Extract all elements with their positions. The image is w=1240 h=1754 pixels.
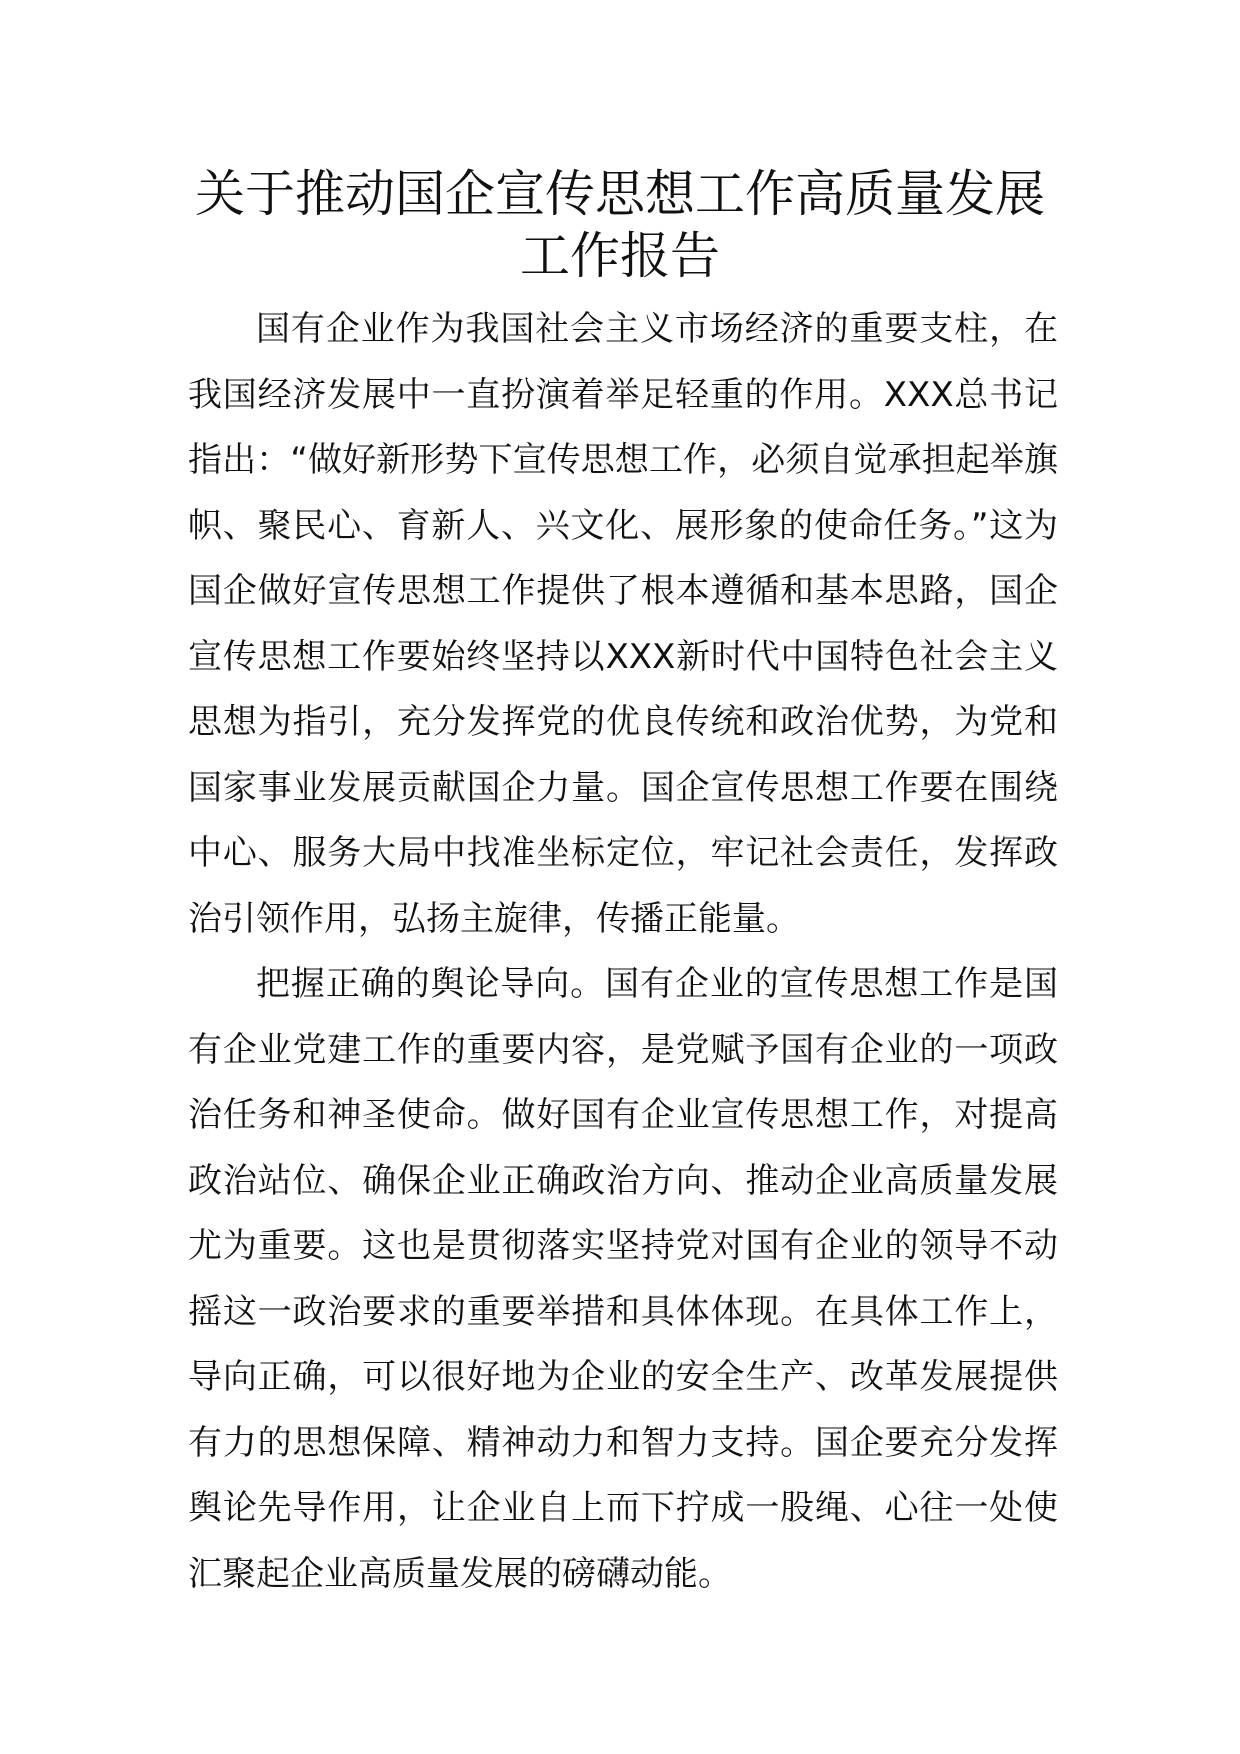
paragraph-intro: 国有企业作为我国社会主义市场经济的重要支柱，在我国经济发展中一直扮演着举足轻重的作用。XXX总书记指出：“做好新形势下宣传思想工作，必须自觉承担起举旗帜、聚民心、育新人、兴文化、展形象的使命任务。”这为国企做好宣传思想工作提供了根本遵循和基本思路，国企宣传思想工作要始终坚持以XXX新时代中国特色社会主义思想为指引，充分发挥党的优良传统和政治优势，为党和国家事业发展贡献国企力量。国企宣传思想工作要在围绕中心、服务大局中找准坐标定位，牢记社会责任，发挥政治引领作用，弘扬主旋律，传播正能量。: [188, 309, 1058, 939]
document-body: [188, 297, 1058, 1607]
document-title: 关于推动国企宣传思想工作高质量发展工作报告: [195, 165, 1045, 285]
paragraph-public-opinion: 把握正确的舆论导向。国有企业的宣传思想工作是国有企业党建工作的重要内容，是党赋予国有企业的一项政治任务和神圣使命。做好国有企业宣传思想工作，对提高政治站位、确保企业正确政治方向、推动企业高质量发展尤为重要。这也是贯彻落实坚持党对国有企业的领导不动摇这一政治要求的重要举措和具体体现。在具体工作上，导向正确，可以很好地为企业的安全生产、改革发展提供有力的思想保障、精神动力和智力支持。国企要充分发挥舆论先导作用，让企业自上而下拧成一股绳、心往一处使汇聚起企业高质量发展的磅礴动能。: [188, 964, 1058, 1594]
